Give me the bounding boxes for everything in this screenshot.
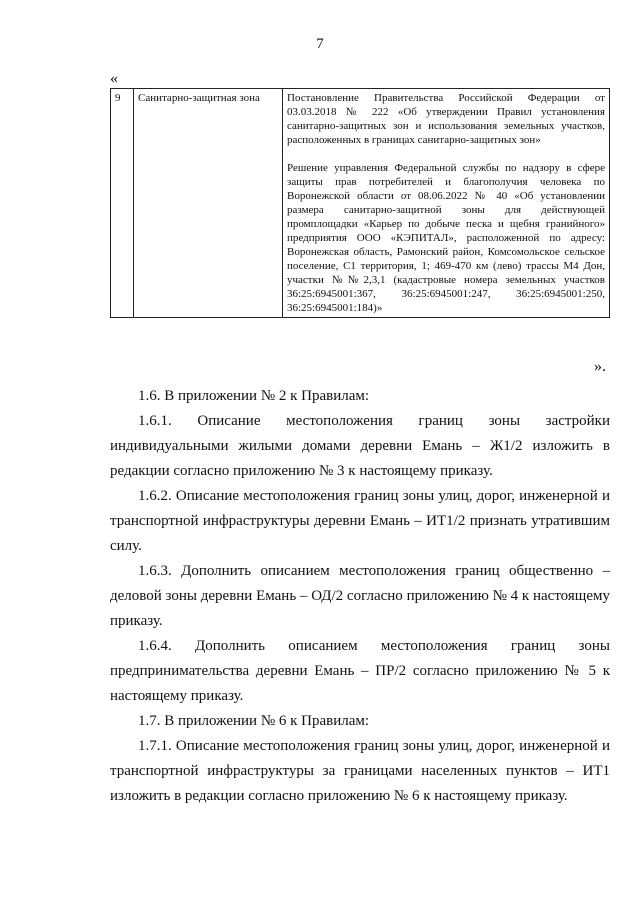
paragraph-1-6-4: 1.6.4. Дополнить описанием местоположения границ зоны предпринимательства деревни Емань – ПР/2 согласно приложению № 5 к настоящему приказу.: [110, 638, 610, 704]
zone-name: Санитарно-защитная зона: [134, 89, 283, 318]
document-body: [110, 384, 610, 809]
page-number: 7: [316, 36, 324, 52]
paragraph-1-6-3: 1.6.3. Дополнить описанием местоположения границ общественно – деловой зоны деревни Емань – ОД/2 согласно приложению № 4 к настоящему приказу.: [110, 563, 610, 629]
quote-close-mark: ».: [594, 358, 606, 375]
paragraph-1-6: 1.6. В приложении № 2 к Правилам:: [138, 388, 370, 404]
legal-documents-cell: [283, 89, 610, 318]
legal-document-1: Постановление Правительства Российской Федерации от 03.03.2018 № 222 «Об утверждении Правил установления санитарно-защитных зон и использования земельных участков, расположенных в границах санитарно-защитных зон»: [287, 92, 605, 146]
zones-table: [110, 88, 610, 318]
legal-document-2: Решение управления Федеральной службы по надзору в сфере защиты прав потребителей и благополучия человека по Воронежской области от 08.06.2022 № 40 «Об установлении размера санитарно-защитной зоны для действующей промплощадки «Карьер по добыче песка и щебня гранийного» предприятия ООО «КЭПИТАЛ», расположенной по адресу: Воронежская область, Рамонский район, Комсомольское сельское поселение, С1 территория, 1; 469-470 км (лево) трассы М4 Дон, участки №№2,3,1 (кадастровые номера земельных участков 36:25:6945001:367, 36:25:6945001:247, 36:25:6945001:250, 36:25:6945001:184)»: [287, 162, 605, 314]
row-number: 9: [111, 89, 134, 318]
paragraph-1-6-2: 1.6.2. Описание местоположения границ зоны улиц, дорог, инженерной и транспортной инфраструктуры деревни Емань – ИТ1/2 признать утратившим силу.: [110, 488, 610, 554]
paragraph-1-7: 1.7. В приложении № 6 к Правилам:: [138, 713, 370, 729]
quote-open-mark: «: [110, 70, 118, 87]
paragraph-1-6-1: 1.6.1. Описание местоположения границ зоны застройки индивидуальными жилыми домами деревни Емань – Ж1/2 изложить в редакции согласно приложению № 3 к настоящему приказу.: [110, 413, 610, 479]
paragraph-1-7-1: 1.7.1. Описание местоположения границ зоны улиц, дорог, инженерной и транспортной инфраструктуры за границами населенных пунктов – ИТ1 изложить в редакции согласно приложению № 6 к настоящему приказу.: [110, 738, 610, 804]
table-row: [111, 89, 610, 318]
